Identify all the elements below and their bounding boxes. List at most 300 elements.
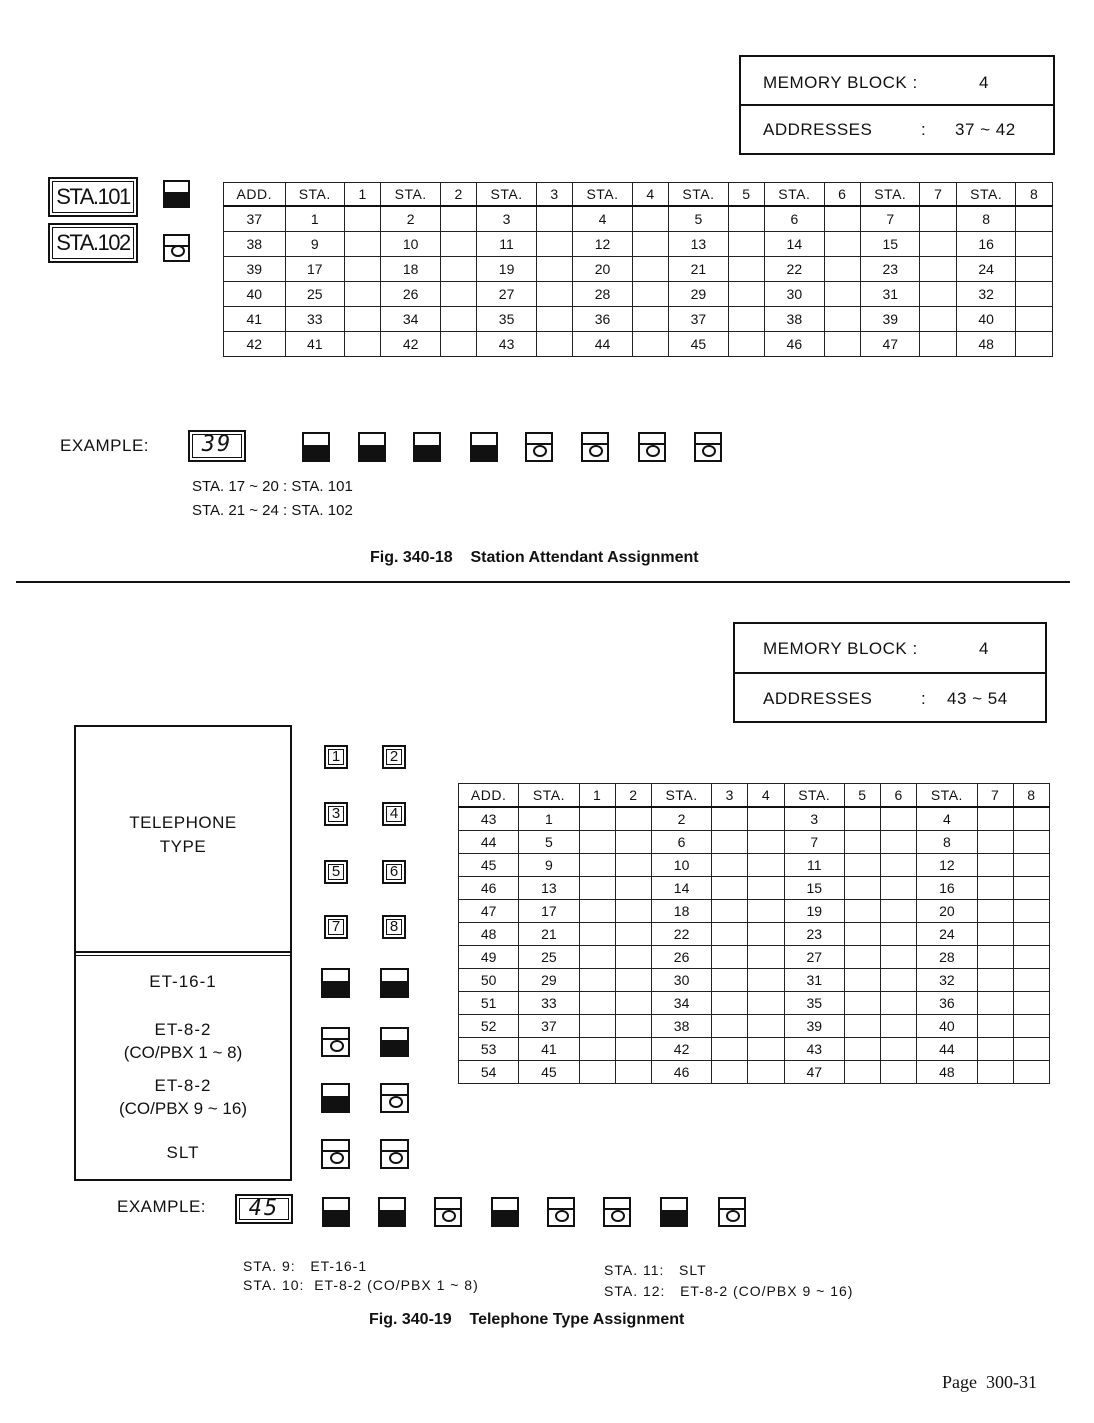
station-cell: 47 bbox=[784, 1061, 844, 1084]
header-add: ADD. bbox=[459, 784, 519, 808]
type-et-8-2-b: ET-8-2 bbox=[154, 1076, 212, 1095]
address-cell: 47 bbox=[459, 900, 519, 923]
header-switch-5: 5 bbox=[728, 183, 764, 207]
station-cell: 9 bbox=[519, 854, 579, 877]
switch-cell bbox=[844, 946, 880, 969]
station-cell: 39 bbox=[784, 1015, 844, 1038]
switch-cell bbox=[728, 332, 764, 357]
station-cell: 25 bbox=[519, 946, 579, 969]
station-cell: 30 bbox=[765, 282, 824, 307]
station-cell: 12 bbox=[573, 232, 632, 257]
station-cell: 40 bbox=[917, 1015, 977, 1038]
switch-cell bbox=[632, 282, 668, 307]
station-cell: 32 bbox=[956, 282, 1015, 307]
header-sta: STA. bbox=[573, 183, 632, 207]
switch-cell bbox=[1016, 282, 1053, 307]
switch-off-icon bbox=[321, 1139, 350, 1169]
table-row bbox=[459, 969, 1050, 992]
switch-cell bbox=[579, 854, 615, 877]
station-cell: 16 bbox=[956, 232, 1015, 257]
switch-cell bbox=[977, 1038, 1013, 1061]
station-cell: 21 bbox=[519, 923, 579, 946]
switch-cell bbox=[632, 257, 668, 282]
switch-cell bbox=[712, 831, 748, 854]
station-cell: 19 bbox=[477, 257, 536, 282]
switch-cell bbox=[1013, 1038, 1049, 1061]
switch-off-icon bbox=[380, 1083, 409, 1113]
station-cell: 47 bbox=[861, 332, 920, 357]
switch-cell bbox=[881, 923, 917, 946]
switch-cell bbox=[920, 332, 956, 357]
table-row bbox=[459, 854, 1050, 877]
memory-block-box-fig18 bbox=[739, 55, 1055, 155]
table-row bbox=[459, 877, 1050, 900]
station-cell: 5 bbox=[669, 206, 728, 232]
address-cell: 39 bbox=[224, 257, 286, 282]
switch-cell bbox=[728, 282, 764, 307]
station-cell: 31 bbox=[861, 282, 920, 307]
telephone-type-box bbox=[74, 725, 292, 1181]
station-cell: 18 bbox=[651, 900, 711, 923]
station-cell: 11 bbox=[477, 232, 536, 257]
switch-cell bbox=[632, 206, 668, 232]
station-cell: 42 bbox=[651, 1038, 711, 1061]
station-cell: 20 bbox=[573, 257, 632, 282]
station-cell: 29 bbox=[669, 282, 728, 307]
sta-102-box: STA.102 bbox=[48, 223, 138, 263]
switch-cell bbox=[748, 992, 784, 1015]
switch-cell bbox=[615, 831, 651, 854]
header-switch-7: 7 bbox=[977, 784, 1013, 808]
switch-cell bbox=[536, 282, 572, 307]
switch-on-icon bbox=[302, 432, 330, 462]
switch-cell bbox=[920, 206, 956, 232]
switch-cell bbox=[748, 831, 784, 854]
switch-cell bbox=[632, 332, 668, 357]
address-cell: 48 bbox=[459, 923, 519, 946]
header-add: ADD. bbox=[224, 183, 286, 207]
station-cell: 24 bbox=[956, 257, 1015, 282]
switch-cell bbox=[844, 1015, 880, 1038]
switch-cell bbox=[1013, 807, 1049, 831]
type-slt: SLT bbox=[166, 1143, 200, 1162]
switch-cell bbox=[748, 969, 784, 992]
note-left-1-fig19: STA. 9: ET-16-1 bbox=[243, 1258, 368, 1274]
switch-cell bbox=[881, 1015, 917, 1038]
switch-cell bbox=[844, 1038, 880, 1061]
header-switch-2: 2 bbox=[615, 784, 651, 808]
station-cell: 14 bbox=[765, 232, 824, 257]
switch-cell bbox=[344, 206, 380, 232]
station-cell: 4 bbox=[573, 206, 632, 232]
note-left-2-fig19: STA. 10: ET-8-2 (CO/PBX 1 ~ 8) bbox=[243, 1277, 479, 1293]
switch-cell bbox=[748, 900, 784, 923]
station-cell: 23 bbox=[861, 257, 920, 282]
table-row bbox=[459, 831, 1050, 854]
switch-cell bbox=[748, 854, 784, 877]
address-cell: 52 bbox=[459, 1015, 519, 1038]
station-cell: 34 bbox=[381, 307, 440, 332]
station-cell: 15 bbox=[784, 877, 844, 900]
switch-cell bbox=[615, 946, 651, 969]
switch-off-icon bbox=[581, 432, 609, 462]
switch-cell bbox=[712, 1038, 748, 1061]
switch-cell bbox=[977, 877, 1013, 900]
station-cell: 37 bbox=[519, 1015, 579, 1038]
switch-cell bbox=[844, 923, 880, 946]
switch-cell bbox=[579, 1038, 615, 1061]
address-cell: 41 bbox=[224, 307, 286, 332]
type-et-8-2-a: ET-8-2 bbox=[154, 1020, 212, 1039]
switch-cell bbox=[844, 900, 880, 923]
switch-cell bbox=[728, 257, 764, 282]
station-cell: 22 bbox=[651, 923, 711, 946]
section-divider bbox=[16, 581, 1070, 583]
switch-cell bbox=[1013, 969, 1049, 992]
switch-on-icon bbox=[380, 1027, 409, 1057]
switch-cell bbox=[615, 1038, 651, 1061]
header-switch-2: 2 bbox=[440, 183, 476, 207]
switch-cell bbox=[1013, 946, 1049, 969]
header-sta: STA. bbox=[519, 784, 579, 808]
station-cell: 41 bbox=[519, 1038, 579, 1061]
switch-off-icon bbox=[434, 1197, 462, 1227]
address-cell: 45 bbox=[459, 854, 519, 877]
header-switch-5: 5 bbox=[844, 784, 880, 808]
header-switch-8: 8 bbox=[1016, 183, 1053, 207]
switch-cell bbox=[712, 807, 748, 831]
station-cell: 21 bbox=[669, 257, 728, 282]
addresses-label: ADDRESSES bbox=[763, 120, 873, 139]
switch-cell bbox=[824, 282, 860, 307]
key-number-2: 2 bbox=[382, 745, 406, 769]
station-cell: 45 bbox=[519, 1061, 579, 1084]
header-switch-1: 1 bbox=[579, 784, 615, 808]
station-cell: 42 bbox=[381, 332, 440, 357]
station-cell: 40 bbox=[956, 307, 1015, 332]
switch-cell bbox=[920, 307, 956, 332]
switch-cell bbox=[824, 307, 860, 332]
switch-cell bbox=[977, 923, 1013, 946]
station-cell: 6 bbox=[651, 831, 711, 854]
switch-cell bbox=[748, 923, 784, 946]
header-switch-3: 3 bbox=[536, 183, 572, 207]
switch-cell bbox=[579, 946, 615, 969]
station-cell: 16 bbox=[917, 877, 977, 900]
header-sta: STA. bbox=[956, 183, 1015, 207]
switch-cell bbox=[440, 307, 476, 332]
telephone-type-label-2: TYPE bbox=[159, 837, 207, 856]
header-sta: STA. bbox=[651, 784, 711, 808]
station-cell: 38 bbox=[651, 1015, 711, 1038]
switch-on-icon bbox=[321, 1083, 350, 1113]
table-row bbox=[459, 1038, 1050, 1061]
table-row bbox=[224, 257, 1053, 282]
caption-fig18: Fig. 340-18 Station Attendant Assignment bbox=[370, 549, 699, 566]
station-cell: 2 bbox=[651, 807, 711, 831]
switch-on-icon bbox=[660, 1197, 688, 1227]
station-cell: 36 bbox=[573, 307, 632, 332]
switch-cell bbox=[844, 992, 880, 1015]
table-row bbox=[459, 1015, 1050, 1038]
switch-cell bbox=[728, 206, 764, 232]
switch-off-icon bbox=[321, 1027, 350, 1057]
addresses-value: 43 ~ 54 bbox=[947, 689, 1008, 708]
switch-cell bbox=[1013, 1061, 1049, 1084]
switch-cell bbox=[920, 257, 956, 282]
header-sta: STA. bbox=[669, 183, 728, 207]
header-switch-8: 8 bbox=[1013, 784, 1049, 808]
station-cell: 25 bbox=[285, 282, 344, 307]
station-cell: 45 bbox=[669, 332, 728, 357]
switch-cell bbox=[615, 1061, 651, 1084]
switch-cell bbox=[977, 831, 1013, 854]
switch-cell bbox=[579, 992, 615, 1015]
station-cell: 24 bbox=[917, 923, 977, 946]
key-number-8: 8 bbox=[382, 915, 406, 939]
key-number-3: 3 bbox=[324, 802, 348, 826]
station-cell: 39 bbox=[861, 307, 920, 332]
switch-cell bbox=[536, 307, 572, 332]
switch-cell bbox=[712, 946, 748, 969]
switch-cell bbox=[440, 232, 476, 257]
station-cell: 28 bbox=[917, 946, 977, 969]
station-cell: 1 bbox=[285, 206, 344, 232]
table-row bbox=[459, 946, 1050, 969]
switch-off-icon bbox=[718, 1197, 746, 1227]
station-cell: 41 bbox=[285, 332, 344, 357]
header-switch-4: 4 bbox=[632, 183, 668, 207]
switch-cell bbox=[748, 807, 784, 831]
switch-cell bbox=[844, 877, 880, 900]
note-right-2-fig19: STA. 12: ET-8-2 (CO/PBX 9 ~ 16) bbox=[604, 1283, 854, 1299]
address-cell: 54 bbox=[459, 1061, 519, 1084]
switch-cell bbox=[844, 1061, 880, 1084]
table-row bbox=[459, 1061, 1050, 1084]
switch-cell bbox=[579, 1015, 615, 1038]
station-cell: 10 bbox=[651, 854, 711, 877]
switch-cell bbox=[1013, 992, 1049, 1015]
switch-cell bbox=[579, 969, 615, 992]
switch-on-icon bbox=[413, 432, 441, 462]
switch-cell bbox=[632, 232, 668, 257]
station-cell: 34 bbox=[651, 992, 711, 1015]
switch-cell bbox=[579, 831, 615, 854]
header-switch-7: 7 bbox=[920, 183, 956, 207]
switch-cell bbox=[844, 831, 880, 854]
switch-cell bbox=[1013, 877, 1049, 900]
switch-cell bbox=[1016, 307, 1053, 332]
station-cell: 11 bbox=[784, 854, 844, 877]
switch-cell bbox=[615, 854, 651, 877]
switch-cell bbox=[440, 332, 476, 357]
station-cell: 35 bbox=[477, 307, 536, 332]
switch-cell bbox=[712, 1015, 748, 1038]
station-cell: 30 bbox=[651, 969, 711, 992]
key-number-6: 6 bbox=[382, 860, 406, 884]
switch-cell bbox=[712, 969, 748, 992]
header-sta: STA. bbox=[381, 183, 440, 207]
table-row bbox=[459, 923, 1050, 946]
switch-cell bbox=[579, 900, 615, 923]
station-cell: 10 bbox=[381, 232, 440, 257]
switch-cell bbox=[748, 946, 784, 969]
station-attendant-table bbox=[223, 182, 1053, 357]
sta-101-box: STA.101 bbox=[48, 177, 138, 217]
station-cell: 38 bbox=[765, 307, 824, 332]
header-sta: STA. bbox=[285, 183, 344, 207]
switch-off-icon bbox=[380, 1139, 409, 1169]
switch-cell bbox=[536, 206, 572, 232]
header-sta: STA. bbox=[861, 183, 920, 207]
station-cell: 33 bbox=[519, 992, 579, 1015]
station-cell: 7 bbox=[784, 831, 844, 854]
station-cell: 14 bbox=[651, 877, 711, 900]
switch-cell bbox=[824, 232, 860, 257]
addresses-value: 37 ~ 42 bbox=[955, 120, 1016, 139]
station-cell: 5 bbox=[519, 831, 579, 854]
header-sta: STA. bbox=[784, 784, 844, 808]
switch-cell bbox=[881, 969, 917, 992]
station-cell: 3 bbox=[477, 206, 536, 232]
switch-cell bbox=[1016, 232, 1053, 257]
switch-off-icon bbox=[638, 432, 666, 462]
station-cell: 22 bbox=[765, 257, 824, 282]
switch-on-icon bbox=[380, 968, 409, 998]
station-cell: 13 bbox=[669, 232, 728, 257]
address-cell: 40 bbox=[224, 282, 286, 307]
header-switch-6: 6 bbox=[824, 183, 860, 207]
switch-cell bbox=[615, 992, 651, 1015]
switch-cell bbox=[1013, 1015, 1049, 1038]
addresses-label: ADDRESSES bbox=[763, 689, 873, 708]
header-switch-1: 1 bbox=[344, 183, 380, 207]
switch-cell bbox=[977, 992, 1013, 1015]
example-display-fig18: 39 bbox=[188, 430, 246, 462]
station-cell: 6 bbox=[765, 206, 824, 232]
station-cell: 46 bbox=[765, 332, 824, 357]
switch-cell bbox=[977, 1061, 1013, 1084]
switch-cell bbox=[536, 232, 572, 257]
switch-cell bbox=[844, 807, 880, 831]
station-cell: 44 bbox=[917, 1038, 977, 1061]
switch-cell bbox=[881, 831, 917, 854]
switch-cell bbox=[748, 1061, 784, 1084]
switch-cell bbox=[712, 923, 748, 946]
switch-cell bbox=[1013, 900, 1049, 923]
switch-cell bbox=[615, 969, 651, 992]
switch-cell bbox=[824, 332, 860, 357]
switch-cell bbox=[712, 900, 748, 923]
address-cell: 53 bbox=[459, 1038, 519, 1061]
switch-cell bbox=[824, 257, 860, 282]
switch-cell bbox=[920, 282, 956, 307]
memory-block-value: 4 bbox=[979, 73, 989, 92]
switch-cell bbox=[920, 232, 956, 257]
station-cell: 46 bbox=[651, 1061, 711, 1084]
addresses-colon: : bbox=[921, 689, 927, 708]
switch-cell bbox=[579, 1061, 615, 1084]
station-cell: 48 bbox=[917, 1061, 977, 1084]
switch-off-icon bbox=[694, 432, 722, 462]
switch-cell bbox=[615, 1015, 651, 1038]
switch-cell bbox=[615, 877, 651, 900]
address-cell: 46 bbox=[459, 877, 519, 900]
switch-cell bbox=[748, 877, 784, 900]
address-cell: 50 bbox=[459, 969, 519, 992]
station-cell: 27 bbox=[784, 946, 844, 969]
station-cell: 20 bbox=[917, 900, 977, 923]
station-cell: 13 bbox=[519, 877, 579, 900]
switch-cell bbox=[344, 232, 380, 257]
switch-cell bbox=[881, 900, 917, 923]
example-display-fig19: 45 bbox=[235, 1194, 293, 1224]
page-number: Page 300-31 bbox=[942, 1372, 1037, 1392]
station-cell: 19 bbox=[784, 900, 844, 923]
key-number-7: 7 bbox=[324, 915, 348, 939]
type-et-8-2-a-range: (CO/PBX 1 ~ 8) bbox=[123, 1043, 243, 1062]
switch-on-icon bbox=[322, 1197, 350, 1227]
station-cell: 33 bbox=[285, 307, 344, 332]
memory-block-value: 4 bbox=[979, 639, 989, 658]
table-row bbox=[224, 206, 1053, 232]
switch-cell bbox=[881, 992, 917, 1015]
table-row bbox=[224, 332, 1053, 357]
example-label-fig18: EXAMPLE: bbox=[60, 436, 150, 455]
switch-off-icon bbox=[163, 234, 190, 262]
station-cell: 1 bbox=[519, 807, 579, 831]
memory-block-box-fig19 bbox=[733, 622, 1047, 723]
switch-cell bbox=[632, 307, 668, 332]
switch-cell bbox=[881, 854, 917, 877]
switch-on-icon bbox=[378, 1197, 406, 1227]
switch-cell bbox=[728, 307, 764, 332]
station-cell: 23 bbox=[784, 923, 844, 946]
station-cell: 17 bbox=[519, 900, 579, 923]
station-cell: 26 bbox=[651, 946, 711, 969]
note-line-2-fig18: STA. 21 ~ 24 : STA. 102 bbox=[192, 502, 353, 519]
switch-cell bbox=[1013, 831, 1049, 854]
memory-block-label: MEMORY BLOCK : bbox=[763, 639, 918, 658]
telephone-type-label-1: TELEPHONE bbox=[129, 813, 237, 832]
table-row bbox=[459, 900, 1050, 923]
switch-on-icon bbox=[163, 180, 190, 208]
station-cell: 32 bbox=[917, 969, 977, 992]
station-cell: 35 bbox=[784, 992, 844, 1015]
switch-cell bbox=[977, 807, 1013, 831]
address-cell: 37 bbox=[224, 206, 286, 232]
switch-cell bbox=[881, 1038, 917, 1061]
switch-cell bbox=[579, 877, 615, 900]
header-sta: STA. bbox=[765, 183, 824, 207]
switch-cell bbox=[977, 854, 1013, 877]
header-sta: STA. bbox=[477, 183, 536, 207]
switch-off-icon bbox=[525, 432, 553, 462]
address-cell: 49 bbox=[459, 946, 519, 969]
switch-cell bbox=[881, 946, 917, 969]
switch-cell bbox=[440, 206, 476, 232]
switch-cell bbox=[977, 946, 1013, 969]
station-cell: 8 bbox=[956, 206, 1015, 232]
address-cell: 51 bbox=[459, 992, 519, 1015]
switch-cell bbox=[1016, 332, 1053, 357]
key-number-4: 4 bbox=[382, 802, 406, 826]
switch-cell bbox=[881, 1061, 917, 1084]
header-sta: STA. bbox=[917, 784, 977, 808]
station-cell: 27 bbox=[477, 282, 536, 307]
header-switch-6: 6 bbox=[881, 784, 917, 808]
switch-on-icon bbox=[470, 432, 498, 462]
